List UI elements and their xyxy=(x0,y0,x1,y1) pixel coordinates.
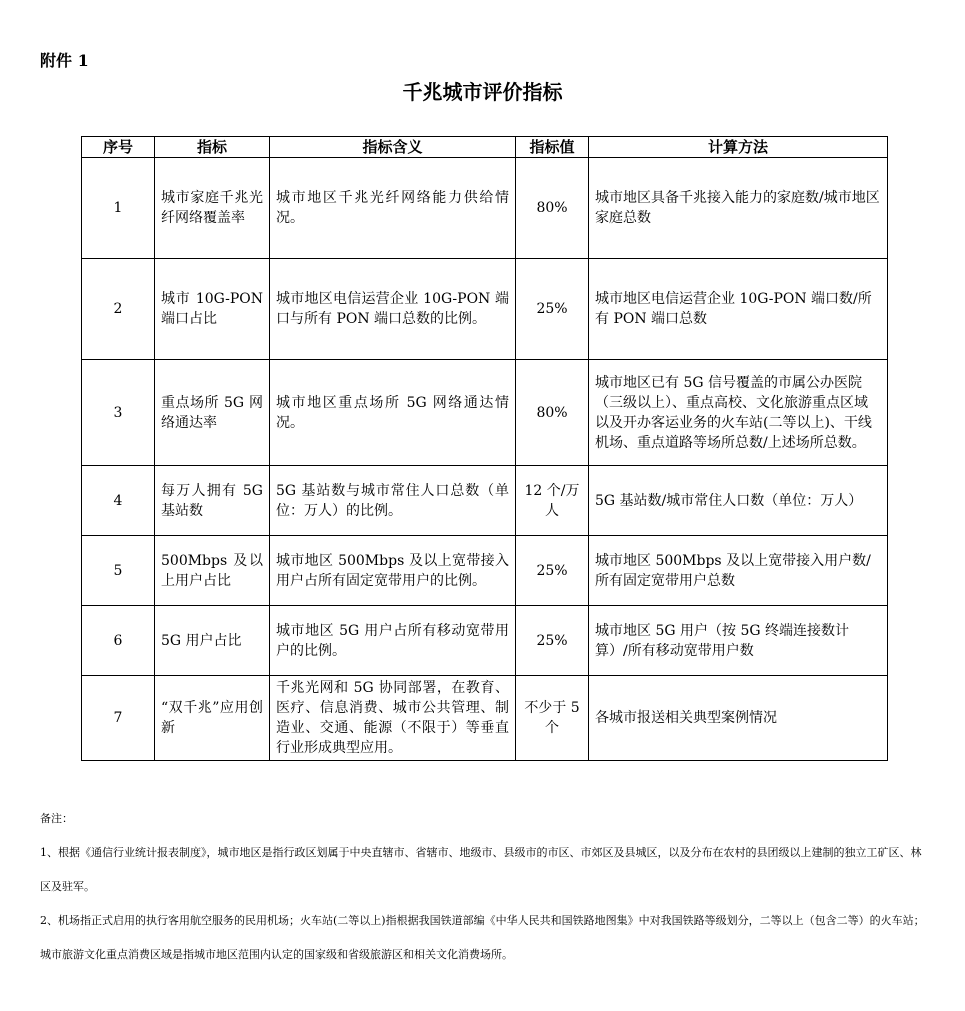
row-number: 6 xyxy=(82,606,155,676)
column-header-indicator: 指标 xyxy=(155,137,270,158)
table-row xyxy=(82,158,888,259)
column-header-no: 序号 xyxy=(82,137,155,158)
indicator-value: 25% xyxy=(516,536,589,606)
indicator-meaning: 城市地区 5G 用户占所有移动宽带用户的比例。 xyxy=(270,606,516,676)
indicator-name: 500Mbps 及以上用户占比 xyxy=(155,536,270,606)
note-item: 2、机场指正式启用的执行客用航空服务的民用机场；火车站(二等以上)指根据我国铁道部编《中华人民共和国铁路地图集》中对我国铁路等级划分，二等以上（包含二等）的火车站；城市旅游文化重点消费区域是指城市地区范围内认定的国家级和省级旅游区和相关文化消费场所。 xyxy=(40,914,925,961)
indicator-value: 不少于 5 个 xyxy=(516,676,589,761)
indicator-meaning: 城市地区千兆光纤网络能力供给情况。 xyxy=(270,158,516,259)
indicator-name: 城市家庭千兆光纤网络覆盖率 xyxy=(155,158,270,259)
indicator-name: 5G 用户占比 xyxy=(155,606,270,676)
column-header-method: 计算方法 xyxy=(589,137,888,158)
calculation-method: 5G 基站数/城市常住人口数（单位：万人） xyxy=(589,466,888,536)
indicator-value: 80% xyxy=(516,360,589,466)
indicator-name: “双千兆”应用创新 xyxy=(155,676,270,761)
table-row xyxy=(82,606,888,676)
indicator-name: 每万人拥有 5G 基站数 xyxy=(155,466,270,536)
indicator-name: 城市 10G-PON 端口占比 xyxy=(155,259,270,360)
row-number: 5 xyxy=(82,536,155,606)
page-title: 千兆城市评价指标 xyxy=(402,80,563,104)
table-row xyxy=(82,536,888,606)
notes-heading: 备注： xyxy=(40,812,73,825)
indicator-meaning: 城市地区重点场所 5G 网络通达情况。 xyxy=(270,360,516,466)
indicator-value: 25% xyxy=(516,259,589,360)
indicator-meaning: 城市地区电信运营企业 10G-PON 端口与所有 PON 端口总数的比例。 xyxy=(270,259,516,360)
indicator-value: 12 个/万人 xyxy=(516,466,589,536)
calculation-method: 城市地区具备千兆接入能力的家庭数/城市地区家庭总数 xyxy=(589,158,888,259)
row-number: 1 xyxy=(82,158,155,259)
indicator-meaning: 千兆光网和 5G 协同部署，在教育、医疗、信息消费、城市公共管理、制造业、交通、能源（不限于）等垂直行业形成典型应用。 xyxy=(270,676,516,761)
indicator-value: 25% xyxy=(516,606,589,676)
calculation-method: 城市地区已有 5G 信号覆盖的市属公办医院（三级以上）、重点高校、文化旅游重点区域以及开办客运业务的火车站(二等以上)、干线机场、重点道路等场所总数/上述场所总数。 xyxy=(589,360,888,466)
calculation-method: 城市地区 5G 用户（按 5G 终端连接数计算）/所有移动宽带用户数 xyxy=(589,606,888,676)
row-number: 3 xyxy=(82,360,155,466)
row-number: 7 xyxy=(82,676,155,761)
table-row xyxy=(82,259,888,360)
indicator-name: 重点场所 5G 网络通达率 xyxy=(155,360,270,466)
indicator-meaning: 城市地区 500Mbps 及以上宽带接入用户占所有固定宽带用户的比例。 xyxy=(270,536,516,606)
note-item: 1、根据《通信行业统计报表制度》，城市地区是指行政区划属于中央直辖市、省辖市、地级市、县级市的市区、市郊区及县城区，以及分布在农村的县团级以上建制的独立工矿区、林区及驻军。 xyxy=(40,846,922,893)
table-row xyxy=(82,360,888,466)
table-row xyxy=(82,676,888,761)
table-header-row xyxy=(82,137,888,158)
table-row xyxy=(82,466,888,536)
calculation-method: 各城市报送相关典型案例情况 xyxy=(589,676,888,761)
metrics-table xyxy=(81,136,888,761)
attachment-label: 附件 1 xyxy=(40,51,89,70)
notes-section xyxy=(40,802,930,972)
calculation-method: 城市地区电信运营企业 10G-PON 端口数/所有 PON 端口总数 xyxy=(589,259,888,360)
row-number: 2 xyxy=(82,259,155,360)
column-header-meaning: 指标含义 xyxy=(270,137,516,158)
indicator-value: 80% xyxy=(516,158,589,259)
column-header-value: 指标值 xyxy=(516,137,589,158)
calculation-method: 城市地区 500Mbps 及以上宽带接入用户数/所有固定宽带用户总数 xyxy=(589,536,888,606)
row-number: 4 xyxy=(82,466,155,536)
indicator-meaning: 5G 基站数与城市常住人口总数（单位：万人）的比例。 xyxy=(270,466,516,536)
